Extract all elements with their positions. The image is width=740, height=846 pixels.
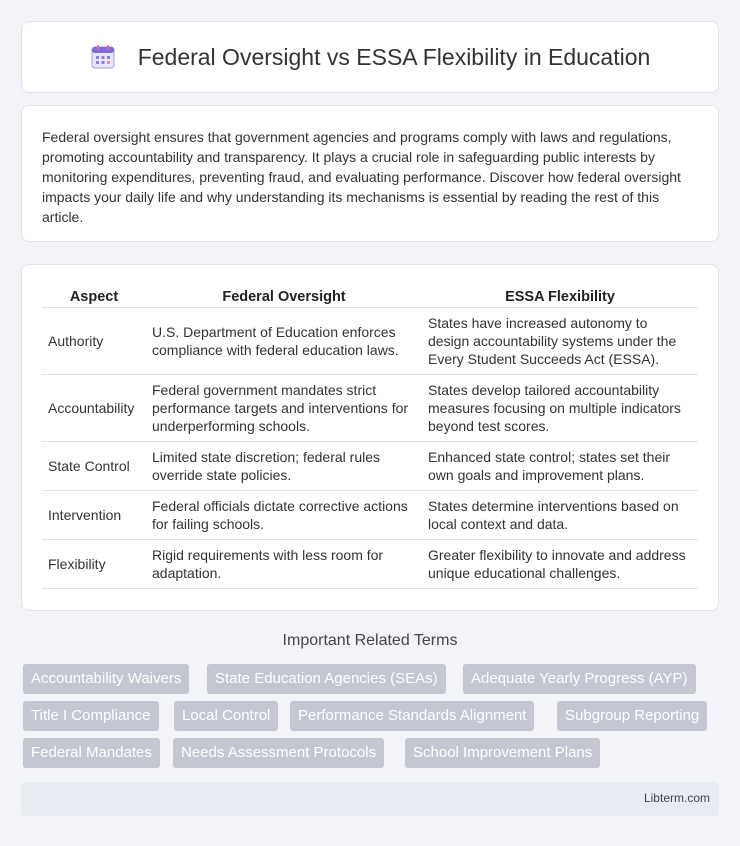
title-card — [21, 21, 719, 93]
federal-cell: Federal officials dictate corrective actions for failing schools. — [146, 491, 422, 540]
table-row — [42, 442, 698, 491]
federal-cell: Federal government mandates strict performance targets and interventions for underperforming schools. — [146, 375, 422, 442]
aspect-cell: Intervention — [42, 491, 146, 540]
related-terms-title: Important Related Terms — [282, 632, 458, 649]
footer — [21, 782, 719, 816]
header-essa-flexibility: ESSA Flexibility — [422, 286, 698, 308]
calendar-icon — [90, 44, 116, 70]
footer-brand[interactable]: Libterm.com — [643, 791, 710, 805]
related-term-tag[interactable]: Federal Mandates — [23, 738, 160, 768]
table-row — [42, 308, 698, 375]
essa-cell: States have increased autonomy to design accountability systems under the Every Student Succeeds Act (ESSA). — [422, 308, 698, 375]
related-term-tag[interactable]: Accountability Waivers — [23, 664, 189, 694]
related-term-tag[interactable]: State Education Agencies (SEAs) — [207, 664, 446, 694]
aspect-cell: Authority — [42, 308, 146, 375]
related-term-tag[interactable]: Performance Standards Alignment — [290, 701, 534, 731]
essa-cell: Enhanced state control; states set their own goals and improvement plans. — [422, 442, 698, 491]
related-term-tag[interactable]: Subgroup Reporting — [557, 701, 707, 731]
table-row — [42, 540, 698, 589]
aspect-cell: State Control — [42, 442, 146, 491]
page-title: Federal Oversight vs ESSA Flexibility in Education — [137, 43, 651, 70]
federal-cell: Rigid requirements with less room for adaptation. — [146, 540, 422, 589]
related-term-tag[interactable]: School Improvement Plans — [405, 738, 600, 768]
related-term-tag[interactable]: Needs Assessment Protocols — [173, 738, 384, 768]
essa-cell: States develop tailored accountability measures focusing on multiple indicators beyond test scores. — [422, 375, 698, 442]
header-federal-oversight: Federal Oversight — [146, 286, 422, 308]
federal-cell: U.S. Department of Education enforces compliance with federal education laws. — [146, 308, 422, 375]
aspect-cell: Accountability — [42, 375, 146, 442]
intro-text: Federal oversight ensures that government agencies and programs comply with laws and regulations, promoting accountability and transparency. It plays a crucial role in safeguarding public interests by monitoring expenditures, preventing fraud, and evaluating performance. Discover how federal oversight impacts your daily life and why understanding its mechanisms is essential by reading the rest of this article. — [42, 129, 681, 225]
comparison-table — [42, 286, 698, 589]
table-header-row — [42, 286, 698, 308]
related-term-tag[interactable]: Title I Compliance — [23, 701, 159, 731]
related-term-tag[interactable]: Adequate Yearly Progress (AYP) — [463, 664, 696, 694]
related-term-tag[interactable]: Local Control — [174, 701, 278, 731]
header-aspect: Aspect — [42, 286, 146, 308]
federal-cell: Limited state discretion; federal rules override state policies. — [146, 442, 422, 491]
intro-card — [21, 105, 719, 242]
essa-cell: States determine interventions based on local context and data. — [422, 491, 698, 540]
comparison-card — [21, 264, 719, 611]
table-row — [42, 491, 698, 540]
essa-cell: Greater flexibility to innovate and address unique educational challenges. — [422, 540, 698, 589]
aspect-cell: Flexibility — [42, 540, 146, 589]
table-row — [42, 375, 698, 442]
